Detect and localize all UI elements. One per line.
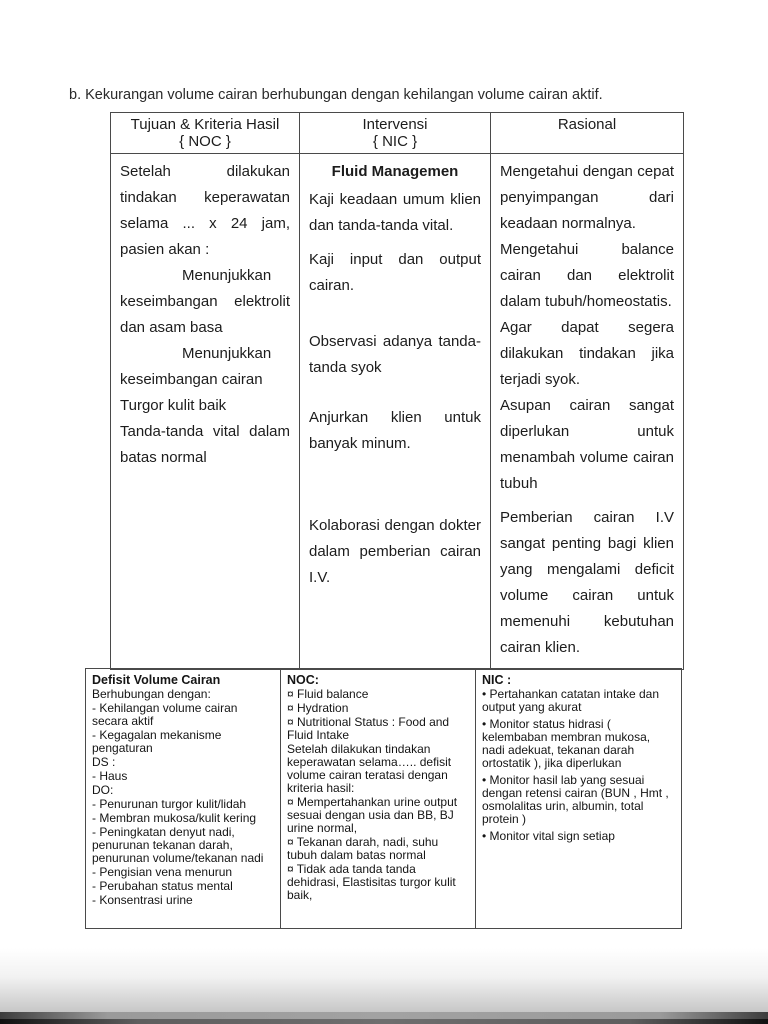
text-line: Setelah dilakukan tindakan keperawatan selama….. defisit volume cairan teratasi dengan kriteria hasil: [287,742,452,795]
paragraph: Pemberian cairan I.V sangat penting bagi klien yang mengalami deficit volume cairan untuk memenuhi kebutuhan cairan klien. [500,509,674,656]
scan-edge-dark [0,1019,768,1024]
header-tujuan-line2: { NOC } [179,133,231,150]
section-heading: b. Kekurangan volume cairan berhubungan dengan kehilangan volume cairan aktif. [69,87,603,103]
cell-intervensi [300,154,491,670]
care-plan-body-row [111,154,684,670]
paragraph: Menunjukkan keseimbangan elektrolit dan asam basa [120,267,290,336]
cell-nic [476,669,682,929]
diagnosis-table [85,668,682,929]
header-intervensi-line2: { NIC } [372,133,418,150]
text-line: ¤ Hydration [287,701,349,715]
paragraph: Setelah dilakukan tindakan keperawatan selama ... x 24 jam, pasien akan : [120,163,290,258]
nic-title: NIC : [482,673,512,687]
paragraph: Observasi adanya tanda-tanda syok [309,333,481,376]
care-plan-table [110,112,684,670]
text-line: - Kehilangan volume cairan secara aktif [92,701,238,728]
paragraph: Menunjukkan keseimbangan cairan [120,345,272,388]
text-line: ¤ Nutritional Status : Food and Fluid Intake [287,715,450,742]
text-line: DS : [92,755,116,769]
text-line: ¤ Tidak ada tanda tanda dehidrasi, Elastisitas turgor kulit baik, [287,862,456,902]
header-tujuan-noc [111,113,300,154]
cell-rasional [491,154,684,670]
header-tujuan-line1: Tujuan & Kriteria Hasil [130,116,280,133]
paragraph: Kaji keadaan umum klien dan tanda-tanda vital. [309,191,481,234]
text-line: ¤ Mempertahankan urine output sesuai dengan usia dan BB, BJ urine normal, [287,795,458,835]
diagnosis-body-row [86,669,682,929]
scan-edge-band [0,1012,768,1019]
text-line: - Haus [92,769,128,783]
paragraph: Turgor kulit baik [120,397,227,414]
header-intervensi-nic [300,113,491,154]
text-line: - Pengisian vena menurun [92,865,233,879]
text-line: - Penurunan turgor kulit/lidah [92,797,247,811]
paragraph: Agar dapat segera dilakukan tindakan jika terjadi syok. [500,319,674,388]
cell-defisit-volume-cairan [86,669,281,929]
text-line: - Membran mukosa/kulit kering [92,811,257,825]
bullet-item: • Pertahankan catatan intake dan output yang akurat [482,687,659,714]
paragraph: Asupan cairan sangat diperlukan untuk menambah volume cairan tubuh [500,397,674,492]
noc-title: NOC: [287,673,319,687]
fluid-management-title: Fluid Managemen [331,163,459,180]
text-line: ¤ Tekanan darah, nadi, suhu tubuh dalam batas normal [287,835,439,862]
paragraph: Kaji input dan output cairan. [309,251,481,294]
text-line: - Kegagalan mekanisme pengaturan [92,728,222,755]
paragraph: Mengetahui balance cairan dan elektrolit dalam tubuh/homeostatis. [500,241,674,310]
paragraph: Anjurkan klien untuk banyak minum. [309,409,481,452]
text-line: ¤ Fluid balance [287,687,369,701]
scan-shadow [0,948,768,1012]
defisit-title: Defisit Volume Cairan [92,673,221,687]
paragraph: Kolaborasi dengan dokter dalam pemberian cairan I.V. [309,517,481,586]
care-plan-header-row [111,113,684,154]
paragraph: Mengetahui dengan cepat penyimpangan dari keadaan normalnya. [500,163,674,232]
header-intervensi-line1: Intervensi [362,116,428,133]
text-line: Berhubungan dengan: [92,687,211,701]
text-line: - Perubahan status mental [92,879,233,893]
header-rasional: Rasional [491,113,684,154]
text-line: DO: [92,783,114,797]
cell-noc [281,669,476,929]
bullet-item: • Monitor vital sign setiap [482,829,615,843]
bullet-item: • Monitor status hidrasi ( kelembaban membran mukosa, nadi adekuat, tekanan darah ortostatik ), jika diperlukan [482,717,651,770]
text-line: - Konsentrasi urine [92,893,193,907]
paragraph: Tanda-tanda vital dalam batas normal [120,423,290,466]
bullet-item: • Monitor hasil lab yang sesuai dengan retensi cairan (BUN , Hmt , osmolalitas urin, albumin, total protein ) [482,773,669,826]
text-line: - Peningkatan denyut nadi, penurunan tekanan darah, penurunan volume/tekanan nadi [92,825,264,865]
cell-tujuan-kriteria [111,154,300,670]
